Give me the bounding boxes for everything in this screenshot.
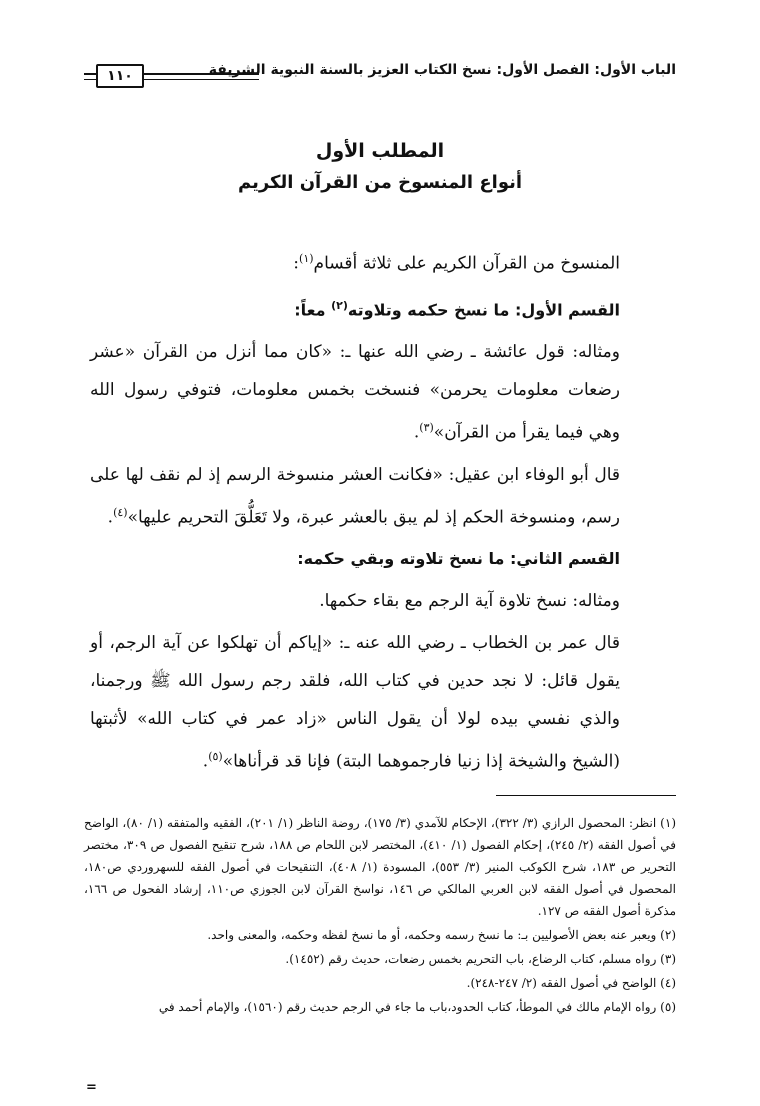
paragraph-text: القسم الأول: ما نسخ حكمه وتلاوته — [347, 299, 620, 319]
continuation-mark: = — [86, 1080, 97, 1095]
paragraph-tail: : — [293, 253, 300, 274]
footnote-ref[interactable]: (٤) — [113, 505, 128, 519]
header-title: الباب الأول: الفصل الأول: نسخ الكتاب العزيز بالسنة النبوية الشريفة — [208, 62, 676, 78]
paragraph — [90, 287, 620, 329]
footnote-ref[interactable]: (١) — [299, 252, 314, 265]
paragraph-text: ومثاله: نسخ تلاوة آية الرجم مع بقاء حكمها. — [319, 591, 620, 612]
section-heading: المطلب الأول — [315, 140, 445, 162]
footnotes — [84, 812, 676, 1020]
footnote-ref[interactable]: (٥) — [208, 750, 223, 764]
section-title: أنواع المنسوخ من القرآن الكريم — [237, 172, 523, 193]
page-number: ١١٠ — [96, 64, 144, 88]
paragraph-text: القسم الثاني: ما نسخ تلاوته وبقي حكمه: — [297, 549, 620, 569]
footnote: (٣) رواه مسلم، كتاب الرضاع، باب التحريم بخمس رضعات، حديث رقم (١٤٥٢). — [285, 952, 676, 966]
footnote: (٢) ويعبر عنه بعض الأصوليين بـ: ما نسخ رسمه وحكمه، أو ما نسخ لفظه وحكمه، والمعنى واحد. — [207, 928, 676, 942]
footnote: (٤) الواضح في أصول الفقه (٢/ ٢٤٧-٢٤٨). — [466, 976, 676, 990]
paragraph — [90, 582, 620, 620]
footnote-separator — [496, 795, 676, 796]
paragraph-text: قال عمر بن الخطاب ـ رضي الله عنه ـ: «إياكم أن تهلكوا عن آية الرجم، أو يقول قائل: لا نجد حدين في كتاب الله، فلقد رجم رسول الله ﷺ ورجمنا، والذي نفسي بيده لولا أن يقول الناس «زاد عمر في كتاب الله» لأثبتها (الشيخ والشيخة إذا زنيا فارجموهما البتة) فإنا قد قرأناها» — [90, 633, 620, 772]
footnote: (٥) رواه الإمام مالك في الموطأ، كتاب الحدود،باب ما جاء في الرجم حديث رقم (١٥٦٠)، والإمام أحمد في — [158, 1000, 676, 1014]
footnote: (١) انظر: المحصول الرازي (٣/ ٣٢٢)، الإحكام للآمدي (٣/ ١٧٥)، روضة الناظر (١/ ٢٠١)، الفقيه والمتفقه (١/ ٨٠)، الواضح في أصول الفقه (٢/ ٢٤٥)، إحكام الفصول (١/ ٤١٠)، المختصر لابن اللحام ص ١٨٨، شرح تنقيح الفصول ص ٣٠٩، مختصر التحرير ص ١٨٣، شرح الكوكب المنير (٣/ ٥٥٣)، المسودة (١/ ٤٠٨)، التنقيحات في أصول الفقه للسهروردي ص١٨٠، المحصول في أصول الفقه لابن العربي المالكي ص ١٤٦، نواسخ القرآن لابن الجوزي ص١١٠، إرشاد الفحول ص ١٦٦، مذكرة أصول الفقه ص ١٢٧. — [84, 816, 677, 918]
paragraph-text: ومثاله: قول عائشة ـ رضي الله عنها ـ: «كان مما أنزل من القرآن «عشر رضعات معلومات يحرمن» فنسخت بخمس معلومات، فتوفي رسول الله وهي فيما يقرأ من القرآن» — [90, 341, 620, 443]
running-header — [84, 58, 676, 92]
footnote-ref[interactable]: (٢) — [331, 298, 348, 312]
paragraph — [90, 624, 620, 781]
paragraph — [90, 540, 620, 578]
paragraph-tail: . — [413, 422, 420, 443]
main-text — [90, 240, 620, 785]
paragraph-tail: . — [202, 751, 209, 772]
paragraph — [90, 333, 620, 452]
paragraph-tail: معاً: — [294, 299, 332, 319]
paragraph — [90, 240, 620, 283]
footnote-ref[interactable]: (٣) — [419, 420, 434, 434]
paragraph-text: المنسوخ من القرآن الكريم على ثلاثة أقسام — [313, 253, 620, 274]
paragraph — [90, 456, 620, 537]
paragraph-text: قال أبو الوفاء ابن عقيل: «فكانت العشر منسوخة الرسم إذ لم نقف لها على رسم، ومنسوخة الحكم إذ لم يبق بالعشر عبرة، ولا تَعَلُّقَ التحريم عليها» — [90, 464, 620, 528]
header-rule — [84, 64, 259, 86]
paragraph-tail: . — [107, 507, 114, 528]
